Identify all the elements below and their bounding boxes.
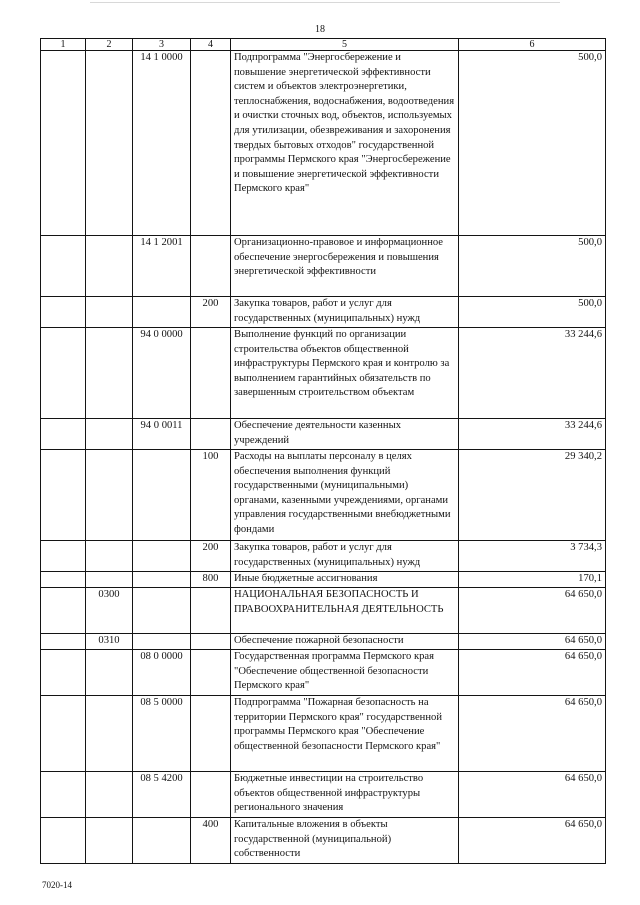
cell-target-code: 08 5 4200 — [133, 772, 191, 818]
cell-col1 — [41, 419, 86, 450]
cell-col1 — [41, 772, 86, 818]
header-cell: 6 — [459, 39, 606, 51]
cell-amount: 500,0 — [459, 51, 606, 236]
cell-amount: 3 734,3 — [459, 541, 606, 572]
table-row — [41, 650, 606, 696]
cell-col1 — [41, 650, 86, 696]
cell-col1 — [41, 572, 86, 588]
cell-section — [86, 51, 133, 236]
table-row — [41, 297, 606, 328]
cell-col1 — [41, 634, 86, 650]
table-row — [41, 541, 606, 572]
budget-table — [40, 38, 606, 864]
table-row — [41, 634, 606, 650]
cell-name: Обеспечение деятельности казенных учреждений — [231, 419, 459, 450]
cell-expense-type — [191, 772, 231, 818]
cell-amount: 64 650,0 — [459, 650, 606, 696]
cell-col1 — [41, 696, 86, 772]
cell-expense-type — [191, 328, 231, 419]
scan-edge — [90, 2, 560, 3]
header-row — [41, 39, 606, 51]
header-cell: 1 — [41, 39, 86, 51]
cell-name: Государственная программа Пермского края "Обеспечение общественной безопасности Пермского края" — [231, 650, 459, 696]
cell-target-code — [133, 588, 191, 634]
table-row — [41, 450, 606, 541]
cell-amount: 33 244,6 — [459, 419, 606, 450]
cell-target-code — [133, 541, 191, 572]
cell-amount: 33 244,6 — [459, 328, 606, 419]
cell-name: Организационно-правовое и информационное обеспечение энергосбережения и повышения энергетической эффективности — [231, 236, 459, 297]
cell-name: Расходы на выплаты персоналу в целях обеспечения выполнения функций государственными (муниципальными) органами, казенными учреждениями, органами управления государственными внебюджетными фондами — [231, 450, 459, 541]
cell-target-code — [133, 634, 191, 650]
cell-expense-type — [191, 51, 231, 236]
cell-section — [86, 419, 133, 450]
cell-target-code — [133, 818, 191, 864]
cell-name: НАЦИОНАЛЬНАЯ БЕЗОПАСНОСТЬ И ПРАВООХРАНИТЕЛЬНАЯ ДЕЯТЕЛЬНОСТЬ — [231, 588, 459, 634]
cell-target-code: 08 0 0000 — [133, 650, 191, 696]
cell-name: Закупка товаров, работ и услуг для государственных (муниципальных) нужд — [231, 541, 459, 572]
cell-name: Подпрограмма "Пожарная безопасность на территории Пермского края" государственной программы Пермского края "Обеспечение общественной безопасности Пермского края" — [231, 696, 459, 772]
cell-target-code: 14 1 0000 — [133, 51, 191, 236]
cell-target-code: 14 1 2001 — [133, 236, 191, 297]
cell-section: 0300 — [86, 588, 133, 634]
cell-expense-type — [191, 634, 231, 650]
cell-col1 — [41, 541, 86, 572]
table-row — [41, 328, 606, 419]
cell-name: Закупка товаров, работ и услуг для государственных (муниципальных) нужд — [231, 297, 459, 328]
table-row — [41, 696, 606, 772]
cell-name: Бюджетные инвестиции на строительство объектов общественной инфраструктуры регионального значения — [231, 772, 459, 818]
cell-amount: 500,0 — [459, 236, 606, 297]
cell-section — [86, 772, 133, 818]
cell-name: Подпрограмма "Энергосбережение и повышение энергетической эффективности систем и объектов электроэнергетики, теплоснабжения, водоснабжения, водоотведения и очистки сточных вод, объектов, используемых для утилизации, обезвреживания и захоронения твердых бытовых отходов" государственной программы Пермского края "Энергосбережение и повышение энергетической эффективности Пермского края" — [231, 51, 459, 236]
header-cell: 5 — [231, 39, 459, 51]
cell-amount: 29 340,2 — [459, 450, 606, 541]
document-code: 7020-14 — [42, 880, 72, 890]
cell-target-code: 94 0 0000 — [133, 328, 191, 419]
cell-expense-type — [191, 236, 231, 297]
table-row — [41, 236, 606, 297]
cell-amount: 170,1 — [459, 572, 606, 588]
cell-expense-type — [191, 650, 231, 696]
table-row — [41, 772, 606, 818]
cell-expense-type — [191, 588, 231, 634]
cell-section — [86, 328, 133, 419]
cell-amount: 64 650,0 — [459, 696, 606, 772]
header-cell: 4 — [191, 39, 231, 51]
page-number: 18 — [315, 24, 325, 35]
cell-section — [86, 650, 133, 696]
cell-expense-type — [191, 419, 231, 450]
cell-name: Капитальные вложения в объекты государственной (муниципальной) собственности — [231, 818, 459, 864]
cell-section: 0310 — [86, 634, 133, 650]
cell-expense-type — [191, 696, 231, 772]
table-row — [41, 818, 606, 864]
cell-col1 — [41, 51, 86, 236]
cell-amount: 64 650,0 — [459, 588, 606, 634]
cell-section — [86, 297, 133, 328]
cell-name: Иные бюджетные ассигнования — [231, 572, 459, 588]
cell-col1 — [41, 236, 86, 297]
cell-expense-type: 400 — [191, 818, 231, 864]
cell-col1 — [41, 450, 86, 541]
header-cell: 3 — [133, 39, 191, 51]
cell-section — [86, 696, 133, 772]
cell-section — [86, 818, 133, 864]
cell-target-code: 94 0 0011 — [133, 419, 191, 450]
table-row — [41, 419, 606, 450]
cell-target-code — [133, 450, 191, 541]
cell-col1 — [41, 818, 86, 864]
cell-amount: 64 650,0 — [459, 634, 606, 650]
cell-section — [86, 450, 133, 541]
header-cell: 2 — [86, 39, 133, 51]
cell-section — [86, 541, 133, 572]
cell-name: Выполнение функций по организации строительства объектов общественной инфраструктуры Пермского края и контролю за выполнением гарантийных обязательств по завершенным строительством объектам — [231, 328, 459, 419]
cell-expense-type: 200 — [191, 297, 231, 328]
cell-col1 — [41, 328, 86, 419]
cell-section — [86, 236, 133, 297]
cell-expense-type: 100 — [191, 450, 231, 541]
cell-target-code — [133, 297, 191, 328]
table-row — [41, 51, 606, 236]
cell-amount: 64 650,0 — [459, 772, 606, 818]
cell-expense-type: 200 — [191, 541, 231, 572]
cell-target-code: 08 5 0000 — [133, 696, 191, 772]
cell-expense-type: 800 — [191, 572, 231, 588]
cell-name: Обеспечение пожарной безопасности — [231, 634, 459, 650]
cell-amount: 500,0 — [459, 297, 606, 328]
cell-section — [86, 572, 133, 588]
cell-target-code — [133, 572, 191, 588]
cell-col1 — [41, 588, 86, 634]
cell-amount: 64 650,0 — [459, 818, 606, 864]
table-row — [41, 572, 606, 588]
table-row — [41, 588, 606, 634]
cell-col1 — [41, 297, 86, 328]
